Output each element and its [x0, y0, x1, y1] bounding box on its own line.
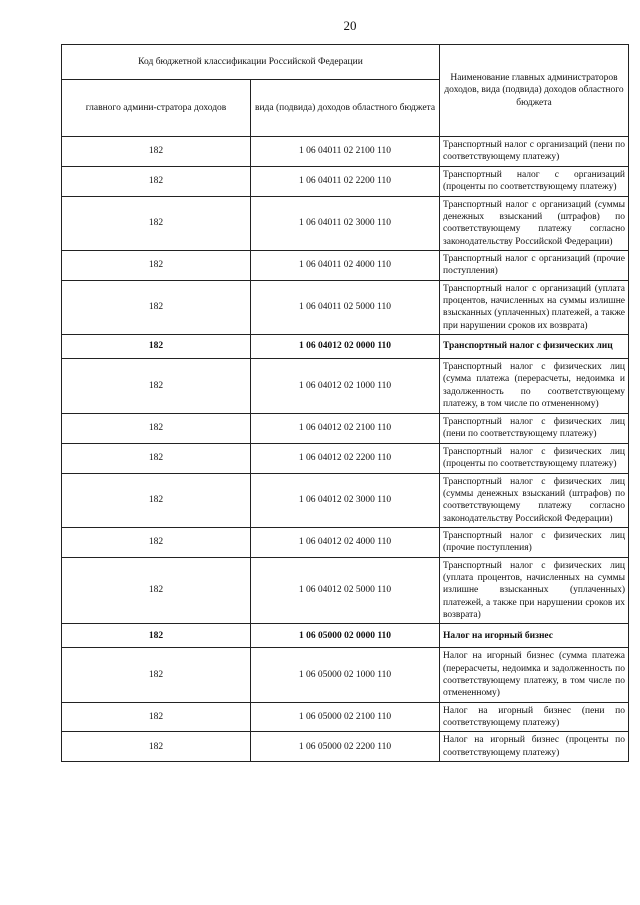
- admin-code-cell: 182: [62, 732, 251, 762]
- table-row: [62, 335, 629, 359]
- income-code-cell: 1 06 04011 02 4000 110: [251, 251, 440, 281]
- table-row: [62, 280, 629, 334]
- admin-code-cell: 182: [62, 196, 251, 250]
- admin-code-cell: 182: [62, 137, 251, 167]
- income-code-cell: 1 06 04012 02 2100 110: [251, 413, 440, 443]
- table-row: [62, 166, 629, 196]
- income-name-cell: Транспортный налог с организаций (прочие поступления): [440, 251, 629, 281]
- income-code-cell: 1 06 05000 02 2100 110: [251, 702, 440, 732]
- table-row: [62, 473, 629, 527]
- income-name-cell: Транспортный налог с физических лиц (уплата процентов, начисленных на суммы излишне взысканных (уплаченных) платежей, а также при нарушении сроков их возврата): [440, 557, 629, 624]
- income-code-cell: 1 06 05000 02 1000 110: [251, 648, 440, 702]
- income-name-cell: Транспортный налог с физических лиц (прочие поступления): [440, 527, 629, 557]
- admin-code-cell: 182: [62, 702, 251, 732]
- header-type-column: вида (подвида) доходов областного бюджета: [251, 80, 440, 137]
- page-number: 20: [343, 18, 357, 33]
- admin-code-cell: 182: [62, 557, 251, 624]
- admin-code-cell: 182: [62, 413, 251, 443]
- header-admin-column: главного админи-стратора доходов: [62, 80, 251, 137]
- income-name-cell: Транспортный налог с физических лиц: [440, 335, 629, 359]
- income-name-cell: Налог на игорный бизнес: [440, 624, 629, 648]
- table-row: [62, 251, 629, 281]
- income-code-cell: 1 06 04011 02 2100 110: [251, 137, 440, 167]
- admin-code-cell: 182: [62, 624, 251, 648]
- income-code-cell: 1 06 05000 02 2200 110: [251, 732, 440, 762]
- table-row: [62, 702, 629, 732]
- income-name-cell: Транспортный налог с организаций (уплата процентов, начисленных на суммы излишне взысканных (уплаченных) платежей, а также при нарушении сроков их возврата): [440, 280, 629, 334]
- income-name-cell: Транспортный налог с организаций (проценты по соответствующему платежу): [440, 166, 629, 196]
- admin-code-cell: 182: [62, 251, 251, 281]
- table-row: [62, 732, 629, 762]
- income-name-cell: Транспортный налог с физических лиц (пени по соответствующему платежу): [440, 413, 629, 443]
- header-name-column: Наименование главных администраторов доходов, вида (подвида) доходов областного бюджета: [440, 45, 629, 137]
- income-code-cell: 1 06 04012 02 2200 110: [251, 443, 440, 473]
- income-code-cell: 1 06 04011 02 3000 110: [251, 196, 440, 250]
- table-body: [62, 45, 629, 762]
- income-code-cell: 1 06 04011 02 5000 110: [251, 280, 440, 334]
- table-row: [62, 443, 629, 473]
- income-code-cell: 1 06 04011 02 2200 110: [251, 166, 440, 196]
- header-row-top: [62, 45, 629, 80]
- table-row: [62, 557, 629, 624]
- income-code-cell: 1 06 05000 02 0000 110: [251, 624, 440, 648]
- header-code-group: Код бюджетной классификации Российской Федерации: [62, 45, 440, 80]
- income-name-cell: Транспортный налог с физических лиц (сумма платежа (перерасчеты, недоимка и задолженность по соответствующему платежу, в том числе по отмененному): [440, 359, 629, 413]
- income-name-cell: Транспортный налог с организаций (пени по соответствующему платежу): [440, 137, 629, 167]
- income-name-cell: Транспортный налог с физических лиц (проценты по соответствующему платежу): [440, 443, 629, 473]
- admin-code-cell: 182: [62, 527, 251, 557]
- admin-code-cell: 182: [62, 280, 251, 334]
- income-name-cell: Транспортный налог с физических лиц (суммы денежных взысканий (штрафов) по соответствующему платежу согласно законодательству Российской Федерации): [440, 473, 629, 527]
- income-code-cell: 1 06 04012 02 3000 110: [251, 473, 440, 527]
- table-row: [62, 648, 629, 702]
- income-code-cell: 1 06 04012 02 4000 110: [251, 527, 440, 557]
- income-name-cell: Налог на игорный бизнес (сумма платежа (перерасчеты, недоимка и задолженность по соответствующему платежу, в том числе по отмененному): [440, 648, 629, 702]
- admin-code-cell: 182: [62, 335, 251, 359]
- table-row: [62, 137, 629, 167]
- admin-code-cell: 182: [62, 648, 251, 702]
- income-name-cell: Налог на игорный бизнес (проценты по соответствующему платежу): [440, 732, 629, 762]
- income-code-cell: 1 06 04012 02 5000 110: [251, 557, 440, 624]
- income-name-cell: Налог на игорный бизнес (пени по соответствующему платежу): [440, 702, 629, 732]
- admin-code-cell: 182: [62, 359, 251, 413]
- income-name-cell: Транспортный налог с организаций (суммы денежных взысканий (штрафов) по соответствующему платежу согласно законодательству Российской Федерации): [440, 196, 629, 250]
- table-row: [62, 624, 629, 648]
- income-code-cell: 1 06 04012 02 0000 110: [251, 335, 440, 359]
- admin-code-cell: 182: [62, 166, 251, 196]
- table-row: [62, 413, 629, 443]
- budget-classification-table: [61, 44, 629, 762]
- table-row: [62, 359, 629, 413]
- income-code-cell: 1 06 04012 02 1000 110: [251, 359, 440, 413]
- admin-code-cell: 182: [62, 443, 251, 473]
- table-row: [62, 196, 629, 250]
- admin-code-cell: 182: [62, 473, 251, 527]
- table-row: [62, 527, 629, 557]
